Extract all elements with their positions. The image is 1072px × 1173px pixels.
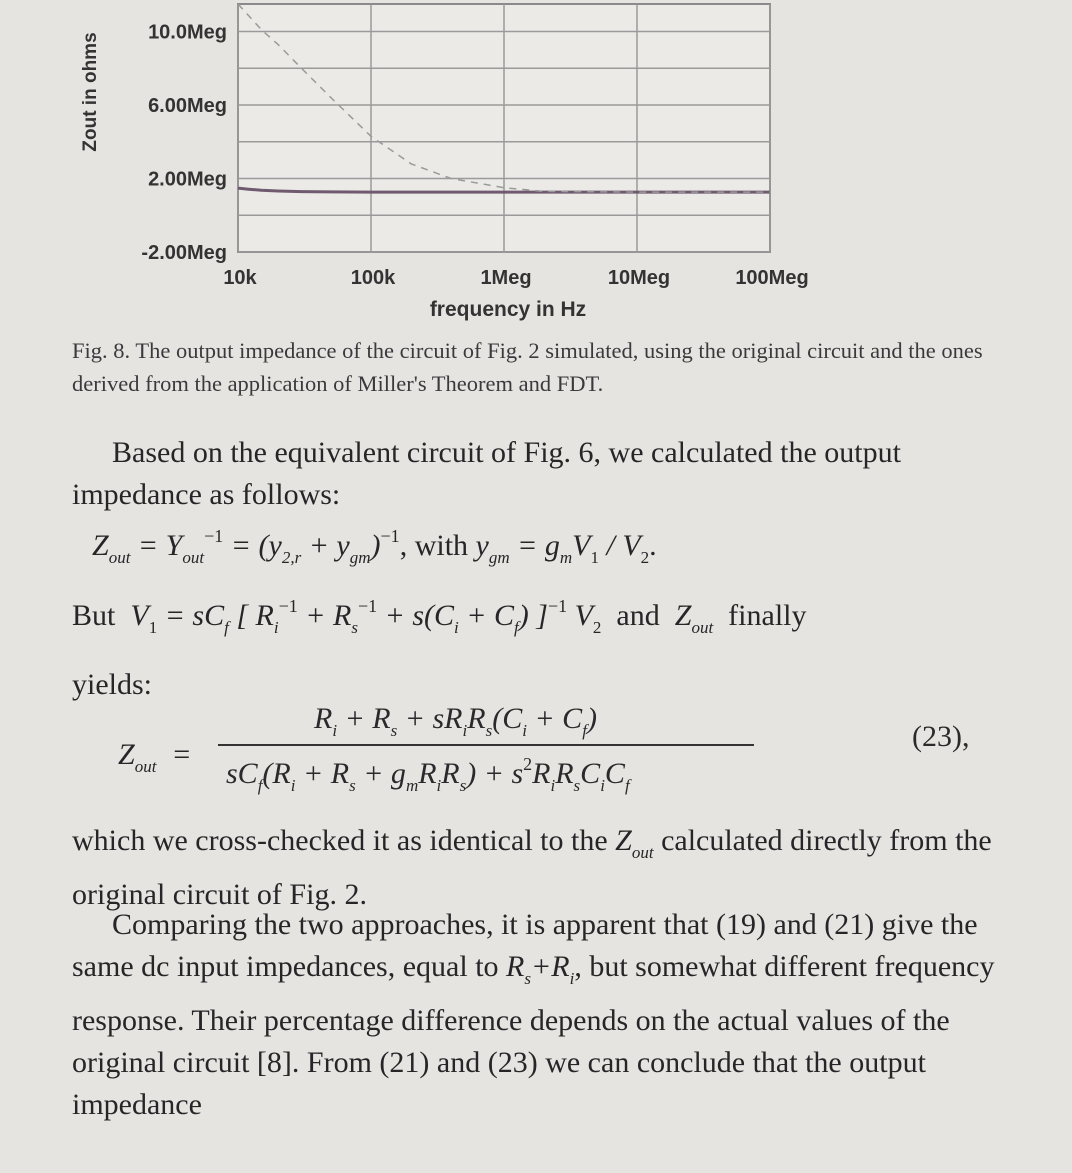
x-tick-label: 100k bbox=[350, 267, 396, 289]
and-word: and bbox=[616, 599, 660, 632]
y-tick-labels bbox=[141, 22, 227, 264]
eq23-denominator: $sC_f(R_i + R_s + g_mR_iR_s) + s^2R_iR_sC_iC_f$ bbox=[226, 754, 630, 795]
comparison-text-b: but somewhat different frequency response. Their percentage difference depends on the actual values of the original circuit [8]. From (21) and (23) we can conclude that the output impedance bbox=[72, 950, 995, 1121]
eq23-numerator: $R_i + R_s + sR_iR_s(C_i + C_f)$ bbox=[314, 702, 597, 740]
finally-word: finally bbox=[728, 599, 807, 632]
chart-grid bbox=[238, 4, 770, 252]
y-tick-label: 6.00Meg bbox=[148, 95, 227, 118]
crosscheck-text-b: calculated directly from the original circuit of Fig. 2. bbox=[72, 824, 992, 911]
crosscheck-text-a: which we cross-checked it as identical to the bbox=[72, 824, 608, 857]
x-tick-label: 100Meg bbox=[735, 267, 809, 289]
equation-number: (23), bbox=[912, 720, 970, 753]
yields-line: yields: bbox=[72, 668, 152, 701]
figure-caption: Fig. 8. The output impedance of the circuit of Fig. 2 simulated, using the original circuit and the ones derived from the application of Miller's Theorem and FDT. bbox=[72, 338, 983, 396]
comparison-text-a: Comparing the two approaches, it is apparent that (19) and (21) give the same dc input impedances, equal to bbox=[72, 908, 978, 983]
y-axis-label: Zout in ohms bbox=[80, 32, 101, 152]
y-tick-label: -2.00Meg bbox=[141, 242, 227, 264]
impedance-chart bbox=[0, 0, 1072, 330]
x-axis-label: frequency in Hz bbox=[429, 298, 587, 321]
eq23-fraction-bar bbox=[218, 744, 754, 746]
paragraph-crosscheck: which we cross-checked it as identical to the $Z_{out}$ calculated directly from the original circuit of Fig. 2. bbox=[72, 824, 992, 911]
x-tick-label: 10k bbox=[223, 267, 257, 289]
x-tick-label: 1Meg bbox=[480, 267, 532, 289]
equation-v1: But $V_1 = sC_f$ [ $R_i^{-1} + R_s^{-1} + s(C_i + C_f)$ ]$^{-1}$ $V_2$ and $Z_{out}$ finally bbox=[72, 596, 807, 637]
eq1-connector: , with bbox=[399, 529, 469, 562]
x-tick-labels bbox=[223, 267, 808, 289]
paragraph-intro: Based on the equivalent circuit of Fig. 6, we calculated the output impedance as follows: bbox=[72, 436, 901, 511]
eq23-lhs: $Z_{out}$ = bbox=[118, 738, 192, 776]
but-word: But bbox=[72, 599, 116, 632]
x-tick-label: 10Meg bbox=[607, 267, 671, 289]
equation-zout-definition: $Z_{out} = Y_{out}^{-1} = (y_{2,r} + y_{gm})^{-1}$, with $y_{gm} = g_mV_1 / V_2$. bbox=[92, 526, 657, 567]
paragraph-comparison: Comparing the two approaches, it is apparent that (19) and (21) give the same dc input impedances, equal to $R_s+R_i$, but somewhat different frequency response. Their percentage difference depends on the actual values of the original circuit [8]. From (21) and (23) we can conclude that the output impedance bbox=[72, 908, 995, 1121]
y-tick-label: 2.00Meg bbox=[148, 168, 227, 191]
y-tick-label: 10.0Meg bbox=[148, 21, 227, 44]
